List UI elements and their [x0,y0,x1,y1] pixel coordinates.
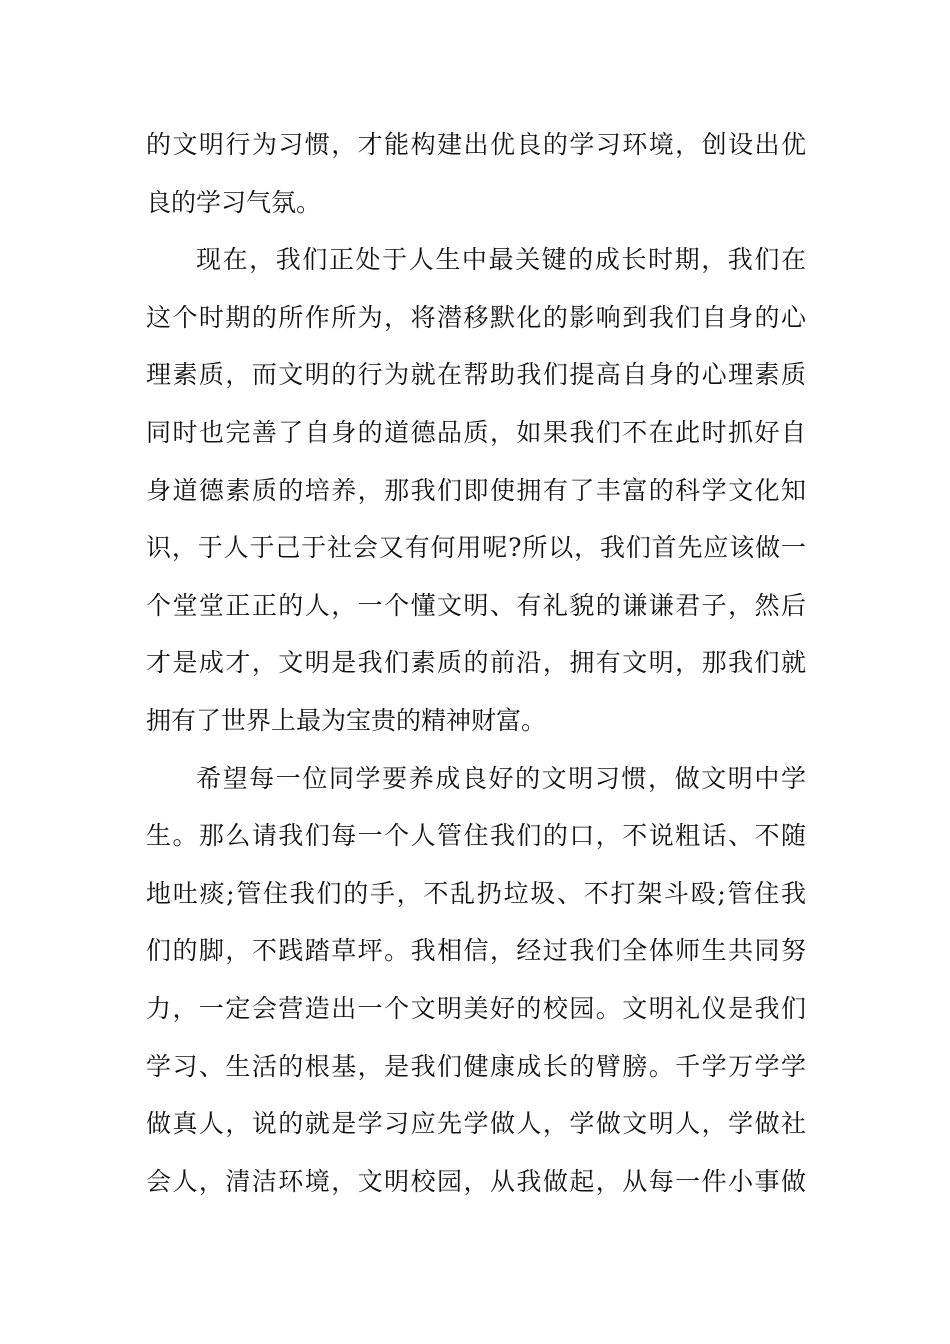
text-line: 学习、生活的根基，是我们健康成长的臂膀。千学万学学 [146,1051,806,1081]
text-line: 良的学习气氛。 [146,187,322,217]
text-line: 同时也完善了自身的道德品质，如果我们不在此时抓好自 [146,417,806,447]
text-line: 这个时期的所作所为，将潜移默化的影响到我们自身的心 [146,302,806,332]
text-line: 生。那么请我们每一个人管住我们的口，不说粗话、不随 [146,821,806,851]
text-line: 拥有了世界上最为宝贵的精神财富。 [146,705,547,735]
body-text [146,116,806,1210]
text-line: 现在，我们正处于人生中最关键的成长时期，我们在 [196,245,806,275]
text-line: 们的脚，不践踏草坪。我相信，经过我们全体师生共同努 [146,936,806,966]
text-line: 的文明行为习惯，才能构建出优良的学习环境，创设出优 [146,130,806,159]
text-line: 才是成才，文明是我们素质的前沿，拥有文明，那我们就 [146,648,806,678]
text-line: 理素质，而文明的行为就在帮助我们提高自身的心理素质 [146,360,806,390]
text-line: 希望每一位同学要养成良好的文明习惯，做文明中学 [196,763,806,793]
text-line: 识，于人于己于社会又有何用呢?所以，我们首先应该做一 [146,533,806,563]
text-line: 个堂堂正正的人，一个懂文明、有礼貌的谦谦君子，然后 [146,590,806,620]
text-line: 力，一定会营造出一个文明美好的校园。文明礼仪是我们 [146,993,806,1023]
text-line: 地吐痰;管住我们的手，不乱扔垃圾、不打架斗殴;管住我 [146,878,806,908]
text-line: 做真人，说的就是学习应先学做人，学做文明人，学做社 [146,1109,806,1139]
text-line: 会人，清洁环境，文明校园，从我做起，从每一件小事做 [146,1166,806,1196]
text-line: 身道德素质的培养，那我们即使拥有了丰富的科学文化知 [146,475,806,505]
